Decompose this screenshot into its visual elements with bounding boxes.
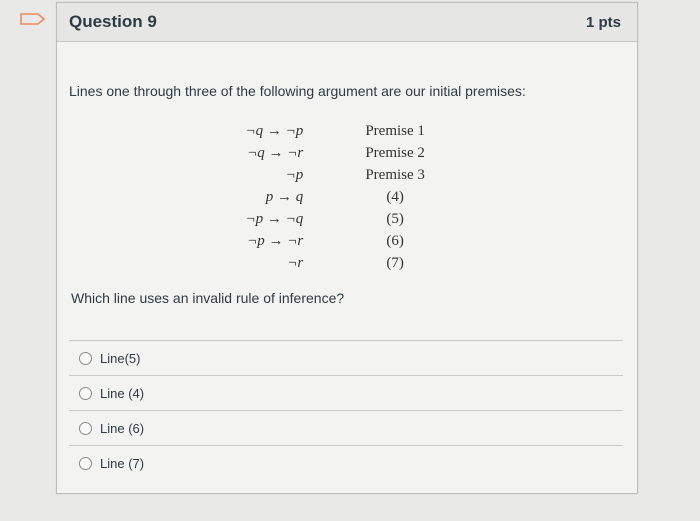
argument-label: (7): [386, 254, 404, 271]
question-header: [57, 3, 637, 42]
answer-option[interactable]: [69, 376, 623, 411]
radio-button[interactable]: [79, 457, 92, 470]
question-card: [56, 2, 638, 494]
argument-label: Premise 2: [365, 144, 425, 161]
answer-option[interactable]: [69, 341, 623, 376]
argument-row: [217, 208, 467, 230]
argument-formula: ¬q → ¬r: [247, 144, 304, 161]
radio-button[interactable]: [79, 422, 92, 435]
argument-label: (4): [386, 188, 404, 205]
question-title: Question 9: [69, 12, 157, 31]
argument-formula: p → q: [265, 188, 304, 205]
argument-label: (6): [386, 232, 404, 249]
answer-label[interactable]: Line (7): [100, 455, 145, 471]
argument-formula: ¬p: [285, 166, 304, 183]
answer-list: [69, 340, 623, 480]
argument-label: Premise 3: [365, 166, 425, 183]
argument-row: [217, 230, 467, 252]
answer-label[interactable]: Line (4): [100, 385, 145, 401]
answer-option[interactable]: [69, 411, 623, 446]
argument-row: [217, 142, 467, 164]
argument-formula: ¬r: [287, 254, 304, 271]
argument-label: Premise 1: [365, 122, 425, 139]
argument-formula: ¬p → ¬r: [247, 232, 304, 249]
argument-row: [217, 164, 467, 186]
answer-label[interactable]: Line (6): [100, 420, 145, 436]
radio-button[interactable]: [79, 387, 92, 400]
argument-table: [217, 120, 467, 274]
question-points: 1 pts: [585, 13, 621, 31]
argument-row: [217, 186, 467, 208]
argument-row: [217, 120, 467, 142]
argument-row: [217, 252, 467, 274]
argument-formula: ¬p → ¬q: [245, 210, 304, 227]
answer-option[interactable]: [69, 446, 623, 480]
argument-label: (5): [386, 210, 404, 227]
answer-label[interactable]: Line(5): [100, 350, 141, 366]
argument-formula: ¬q → ¬p: [245, 122, 304, 139]
question-prompt: Which line uses an invalid rule of inference?: [71, 290, 345, 306]
radio-button[interactable]: [79, 352, 92, 365]
flag-icon[interactable]: [20, 12, 46, 24]
question-intro: Lines one through three of the following argument are our initial premises:: [69, 83, 526, 99]
